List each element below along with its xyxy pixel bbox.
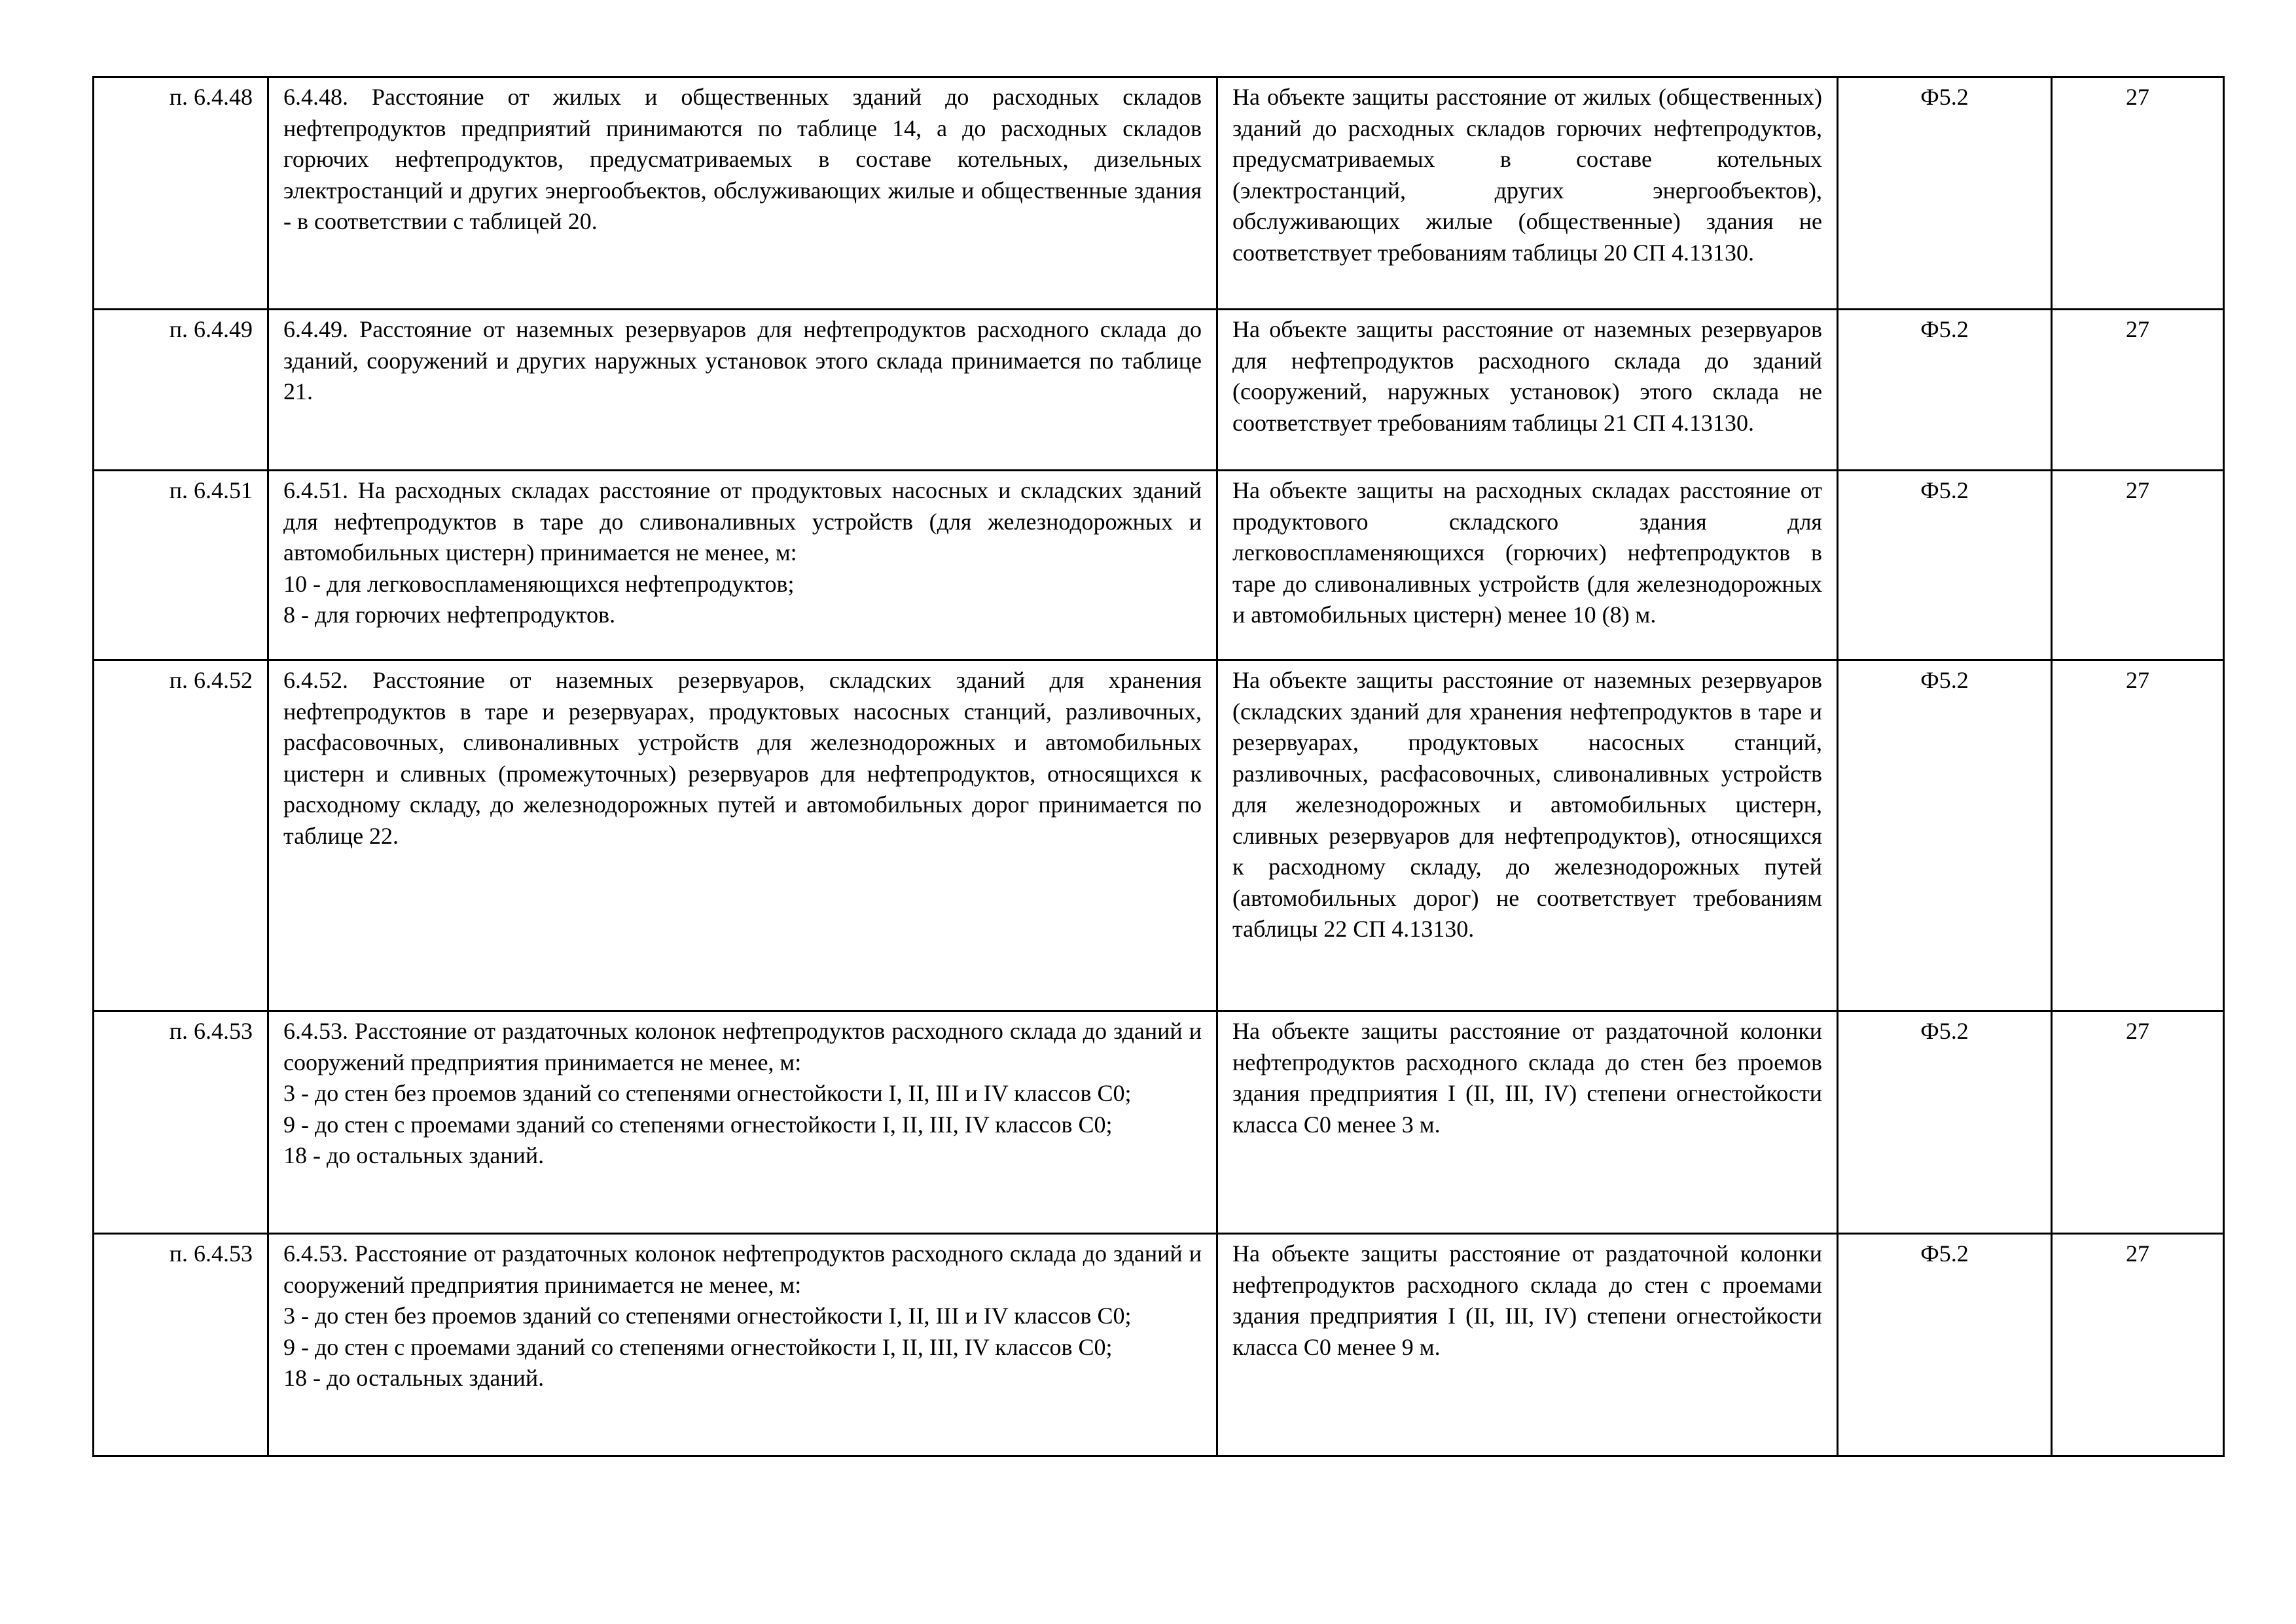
article-number: 27	[2052, 660, 2224, 1011]
requirement-item: 9 - до стен с проемами зданий со степенями огнестойкости I, II, III, IV классов С0;	[283, 1111, 1113, 1138]
requirement-item: 18 - до остальных зданий.	[283, 1365, 545, 1391]
clause-reference: п. 6.4.49	[94, 310, 268, 471]
violation-code: Ф5.2	[1838, 1234, 2052, 1456]
requirement-paragraph: 6.4.51. На расходных складах расстояние от продуктовых насосных и складских зданий для нефтепродуктов в таре до сливоналивных устройств (для железнодорожных и автомобильных цистерн) принимается не менее, м:	[283, 477, 1202, 566]
requirement-text	[268, 660, 1217, 1011]
requirement-text	[268, 77, 1217, 310]
requirement-item: 3 - до стен без проемов зданий со степенями огнестойкости I, II, III и IV классов С0;	[283, 1080, 1132, 1106]
clause-reference: п. 6.4.48	[94, 77, 268, 310]
article-number: 27	[2052, 77, 2224, 310]
violation-description: На объекте защиты расстояние от раздаточной колонки нефтепродуктов расходного склада до стен с проемами здания предприятия I (II, III, IV) степени огнестойкости класса С0 менее 9 м.	[1217, 1234, 1838, 1456]
article-number: 27	[2052, 310, 2224, 471]
clause-reference: п. 6.4.53	[94, 1234, 268, 1456]
requirement-item: 9 - до стен с проемами зданий со степенями огнестойкости I, II, III, IV классов С0;	[283, 1333, 1113, 1360]
violation-code: Ф5.2	[1838, 660, 2052, 1011]
clause-reference: п. 6.4.53	[94, 1011, 268, 1234]
violation-description: На объекте защиты расстояние от раздаточной колонки нефтепродуктов расходного склада до стен без проемов здания предприятия I (II, III, IV) степени огнестойкости класса С0 менее 3 м.	[1217, 1011, 1838, 1234]
table-row	[94, 1011, 2224, 1234]
violation-code: Ф5.2	[1838, 77, 2052, 310]
clause-reference: п. 6.4.52	[94, 660, 268, 1011]
requirement-item: 10 - для легковоспламеняющихся нефтепродуктов;	[283, 570, 795, 597]
violation-code: Ф5.2	[1838, 471, 2052, 660]
requirement-text	[268, 310, 1217, 471]
table-row	[94, 471, 2224, 660]
clause-reference: п. 6.4.51	[94, 471, 268, 660]
requirement-text	[268, 471, 1217, 660]
violation-description: На объекте защиты расстояние от жилых (общественных) зданий до расходных складов горючих нефтепродуктов, предусматриваемых в составе котельных (электростанций, других энергообъектов), обслуживающих жилые (общественные) здания не соответствует требованиям таблицы 20 СП 4.13130.	[1217, 77, 1838, 310]
violation-code: Ф5.2	[1838, 310, 2052, 471]
requirement-text	[268, 1011, 1217, 1234]
article-number: 27	[2052, 471, 2224, 660]
requirement-text	[268, 1234, 1217, 1456]
violation-description: На объекте защиты расстояние от наземных резервуаров для нефтепродуктов расходного склада до зданий (сооружений, наружных установок) этого склада не соответствует требованиям таблицы 21 СП 4.13130.	[1217, 310, 1838, 471]
requirement-item: 8 - для горючих нефтепродуктов.	[283, 602, 616, 628]
requirement-paragraph: 6.4.52. Расстояние от наземных резервуаров, складских зданий для хранения нефтепродуктов в таре и резервуарах, продуктовых насосных станций, разливочных, расфасовочных, сливоналивных устройств для железнодорожных и автомобильных цистерн и сливных (промежуточных) резервуаров для нефтепродуктов, относящихся к расходному складу, до железнодорожных путей и автомобильных дорог принимается по таблице 22.	[283, 667, 1202, 849]
article-number: 27	[2052, 1011, 2224, 1234]
table-row	[94, 1234, 2224, 1456]
violation-description: На объекте защиты на расходных складах расстояние от продуктового складского здания для легковоспламеняющихся (горючих) нефтепродуктов в таре до сливоналивных устройств (для железнодорожных и автомобильных цистерн) менее 10 (8) м.	[1217, 471, 1838, 660]
requirement-paragraph: 6.4.49. Расстояние от наземных резервуаров для нефтепродуктов расходного склада до зданий, сооружений и других наружных установок этого склада принимается по таблице 21.	[283, 316, 1202, 405]
article-number: 27	[2052, 1234, 2224, 1456]
table-row	[94, 310, 2224, 471]
requirement-paragraph: 6.4.48. Расстояние от жилых и общественных зданий до расходных складов нефтепродуктов предприятий принимаются по таблице 14, а до расходных складов горючих нефтепродуктов, предусматриваемых в составе котельных, дизельных электростанций и других энергообъектов, обслуживающих жилые и общественные здания - в соответствии с таблицей 20.	[283, 84, 1202, 234]
table-row	[94, 77, 2224, 310]
requirement-item: 18 - до остальных зданий.	[283, 1142, 545, 1168]
table-row	[94, 660, 2224, 1011]
requirement-item: 3 - до стен без проемов зданий со степенями огнестойкости I, II, III и IV классов С0;	[283, 1303, 1132, 1329]
violation-code: Ф5.2	[1838, 1011, 2052, 1234]
requirement-paragraph: 6.4.53. Расстояние от раздаточных колонок нефтепродуктов расходного склада до зданий и сооружений предприятия принимается не менее, м:	[283, 1018, 1202, 1075]
requirements-table	[92, 76, 2225, 1457]
requirement-paragraph: 6.4.53. Расстояние от раздаточных колонок нефтепродуктов расходного склада до зданий и сооружений предприятия принимается не менее, м:	[283, 1240, 1202, 1298]
violation-description: На объекте защиты расстояние от наземных резервуаров (складских зданий для хранения нефтепродуктов в таре и резервуарах, продуктовых насосных станций, разливочных, расфасовочных, сливоналивных устройств для железнодорожных и автомобильных цистерн, сливных резервуаров для нефтепродуктов), относящихся к расходному складу, до железнодорожных путей (автомобильных дорог) не соответствует требованиям таблицы 22 СП 4.13130.	[1217, 660, 1838, 1011]
